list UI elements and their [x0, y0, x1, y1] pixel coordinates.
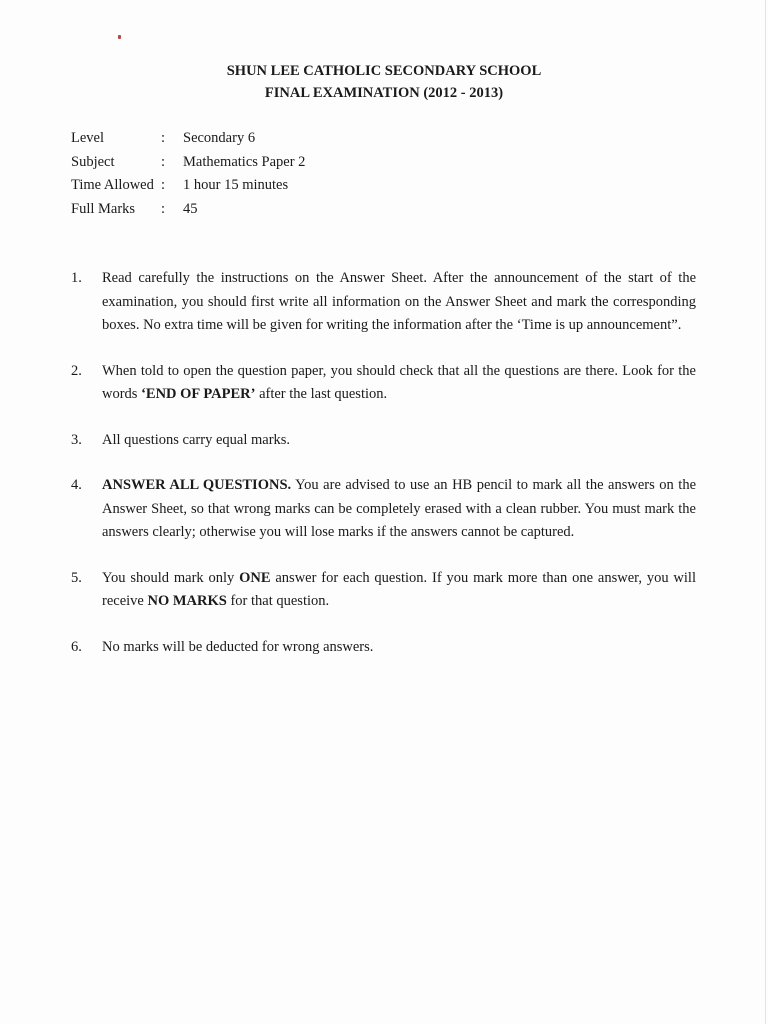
instruction-text-part: When told to open the question paper, you should check that all the questions are there. Look for the words: [102, 362, 696, 402]
info-colon: :: [161, 177, 166, 193]
info-value: 1 hour 15 minutes: [183, 177, 289, 193]
instruction-number: 4.: [71, 477, 82, 493]
instruction-text: [102, 429, 696, 453]
info-label: Time Allowed: [71, 177, 154, 193]
instruction-item: [71, 429, 696, 453]
emphasis-text: NO MARKS: [147, 593, 227, 609]
info-row-subject: [71, 151, 305, 175]
instruction-text-part: for that question.: [226, 593, 330, 609]
exam-info-table: [71, 127, 305, 221]
page-edge-line: [765, 0, 766, 1024]
instruction-text-part: You should mark only: [102, 569, 240, 586]
scan-speck: [118, 35, 121, 39]
instruction-text-part: Read carefully the instructions on the Answer Sheet. After the announcement of the start of the examination, you should first write all information on the Answer Sheet and mark the corresponding boxes. No extra time will be given for writing the information after the ‘Time is up announcement”.: [102, 270, 696, 333]
school-name: SHUN LEE CATHOLIC SECONDARY SCHOOL: [226, 63, 542, 79]
instruction-text: [102, 267, 696, 338]
instruction-text: [102, 567, 696, 614]
instruction-number: 6.: [71, 638, 82, 655]
emphasis-text: ANSWER ALL QUESTIONS.: [102, 477, 292, 493]
instruction-item: [71, 567, 696, 614]
instruction-item: [71, 636, 696, 660]
instructions-list: [71, 267, 696, 681]
info-row-full-marks: [71, 198, 305, 222]
instruction-item: [71, 474, 696, 545]
instruction-item: [71, 360, 696, 407]
emphasis-text: ONE: [239, 569, 271, 586]
info-value: Secondary 6: [183, 130, 256, 146]
info-label: Level: [71, 130, 105, 146]
exam-title: FINAL EXAMINATION (2012 - 2013): [264, 85, 504, 101]
emphasis-text: ‘END OF PAPER’: [141, 386, 256, 402]
instruction-text-part: answer for each question. If you mark more than one answer, you will receive: [102, 569, 696, 609]
instruction-text: [102, 474, 696, 545]
instruction-number: 2.: [71, 362, 82, 379]
info-value: Mathematics Paper 2: [183, 153, 306, 170]
instruction-text: [102, 360, 696, 407]
instruction-text-part: after the last question.: [255, 386, 388, 402]
instruction-number: 5.: [71, 569, 82, 586]
info-colon: :: [161, 130, 166, 146]
instruction-text-part: You are advised to use an HB pencil to mark all the answers on the Answer Sheet, so that wrong marks can be completely erased with a clean rubber. You must mark the answers clearly; otherwise you will lose marks if the answers cannot be captured.: [102, 477, 696, 540]
info-colon: :: [161, 153, 166, 170]
instruction-number: 3.: [71, 431, 82, 448]
instruction-text: [102, 636, 696, 660]
instruction-item: [71, 267, 696, 338]
info-value: 45: [183, 200, 198, 217]
instruction-number: 1.: [71, 270, 82, 286]
info-row-time-allowed: [71, 174, 305, 198]
instruction-text-part: All questions carry equal marks.: [102, 431, 291, 448]
info-label: Full Marks: [71, 200, 136, 217]
info-row-level: [71, 127, 305, 151]
info-colon: :: [161, 200, 166, 217]
info-label: Subject: [71, 153, 115, 170]
instruction-text-part: No marks will be deducted for wrong answers.: [102, 638, 374, 655]
exam-header: [0, 60, 768, 104]
